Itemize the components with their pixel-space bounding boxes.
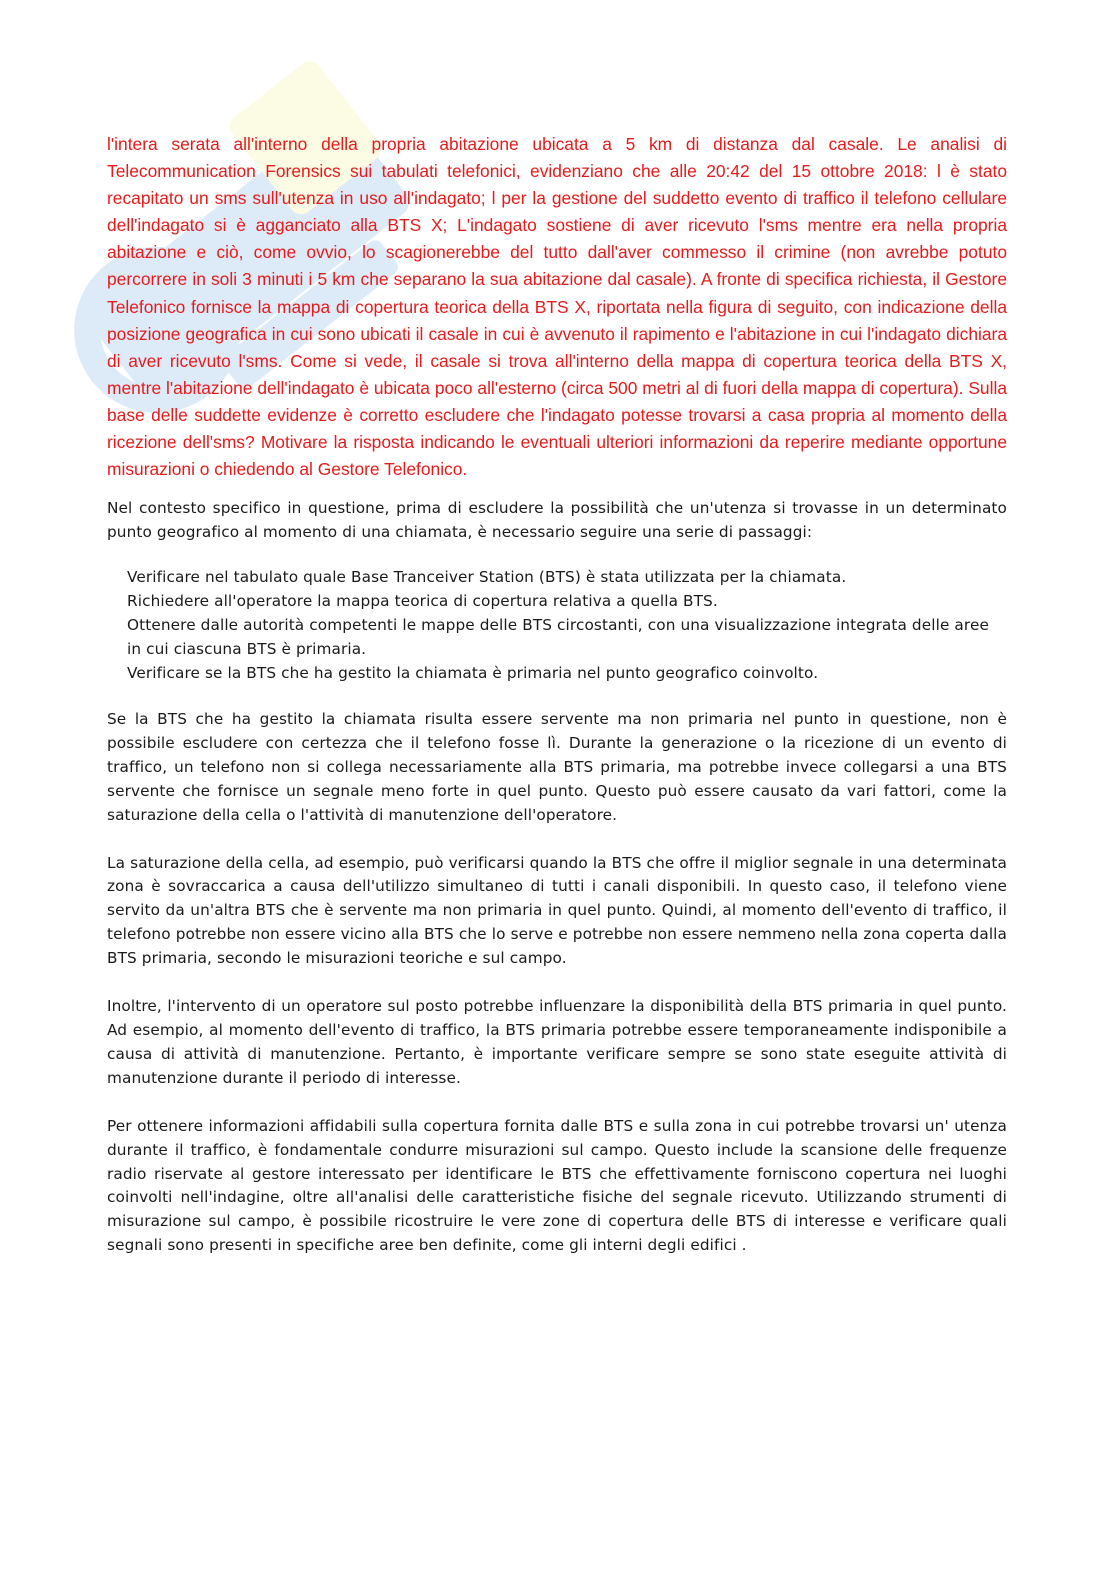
step-item: Verificare se la BTS che ha gestito la chiamata è primaria nel punto geografico coinvolto. (127, 664, 819, 683)
step-item: Ottenere dalle autorità competenti le mappe delle BTS circostanti, con una visualizzazione integrata delle aree in cui ciascuna BTS è primaria. (127, 616, 989, 659)
paragraph-manutenzione: Inoltre, l'intervento di un operatore sul posto potrebbe influenzare la disponibilità della BTS primaria in quel punto. Ad esempio, al momento dell'evento di traffico, la BTS primaria potrebbe essere temporaneamente indisponibile a causa di attività di manutenzione. Pertanto, è importante verificare sempre se sono state eseguite attività di manutenzione durante il periodo di interesse. (107, 997, 1007, 1087)
document-body (107, 131, 1007, 1258)
paragraph-misurazioni: Per ottenere informazioni affidabili sulla copertura fornita dalle BTS e sulla zona in cui potrebbe trovarsi un' utenza durante il traffico, è fondamentale condurre misurazioni sul campo. Questo include la scansione delle frequenze radio riservate al gestore interessato per identificare le BTS che effettivamente forniscono copertura nei luoghi coinvolti nell'indagine, oltre all'analisi delle caratteristiche fisiche del segnale ricevuto. Utilizzando strumenti di misurazione sul campo, è possibile ricostruire le vere zone di copertura delle BTS di interesse e verificare quali segnali sono presenti in specifiche aree ben definite, come gli interni degli edifici . (107, 1116, 1007, 1255)
step-item: Richiedere all'operatore la mappa teorica di copertura relativa a quella BTS. (127, 592, 718, 611)
steps-list (107, 565, 1007, 685)
answer-intro: Nel contesto specifico in questione, prima di escludere la possibilità che un'utenza si trovasse in un determinato punto geografico al momento di una chiamata, è necessario seguire una serie di passaggi: (107, 499, 1007, 542)
step-item: Verificare nel tabulato quale Base Tranceiver Station (BTS) è stata utilizzata per la chiamata. (127, 568, 847, 587)
question-text: l'intera serata all'interno della propria abitazione ubicata a 5 km di distanza dal casale. Le analisi di Telecommunication Forensics sui tabulati telefonici, evidenziano che alle 20:42 del 15 ottobre 2018: l è stato recapitato un sms sull'utenza in uso all'indagato; l per la gestione del suddetto evento di traffico il telefono cellulare dell'indagato si è agganciato alla BTS X; L'indagato sostiene di aver ricevuto l'sms mentre era nella propria abitazione e ciò, come ovvio, lo scagionerebbe del tutto dall'aver commesso il crimine (non avrebbe potuto percorrere in soli 3 minuti i 5 km che separano la sua abitazione dal casale). A fronte di specifica richiesta, il Gestore Telefonico fornisce la mappa di copertura teorica della BTS X, riportata nella figura di seguito, con indicazione della posizione geografica in cui sono ubicati il casale in cui è avvenuto il rapimento e l'abitazione in cui l'indagato dichiara di aver ricevuto l'sms. Come si vede, il casale si trova all'interno della mappa di copertura teorica della BTS X, mentre l'abitazione dell'indagato è ubicata poco all'esterno (circa 500 metri al di fuori della mappa di copertura). Sulla base delle suddette evidenze è corretto escludere che l'indagato potesse trovarsi a casa propria al momento della ricezione dell'sms? Motivare la risposta indicando le eventuali ulteriori informazioni da reperire mediante opportune misurazioni o chiedendo al Gestore Telefonico. (107, 134, 1007, 480)
paragraph-saturazione: La saturazione della cella, ad esempio, può verificarsi quando la BTS che offre il miglior segnale in una determinata zona è sovraccarica a causa dell'utilizzo simultaneo di tutti i canali disponibili. In questo caso, il telefono viene servito da un'altra BTS che è servente ma non primaria in quel punto. Quindi, al momento dell'evento di traffico, il telefono potrebbe non essere vicino alla BTS che lo serve e potrebbe non essere nemmeno nella zona coperta dalla BTS primaria, secondo le misurazioni teoriche e sul campo. (107, 853, 1007, 968)
paragraph-servente: Se la BTS che ha gestito la chiamata risulta essere servente ma non primaria nel punto in questione, non è possibile escludere con certezza che il telefono fosse lì. Durante la generazione o la ricezione di un evento di traffico, un telefono non si collega necessariamente alla BTS primaria, ma potrebbe invece collegarsi a una BTS servente che fornisce un segnale meno forte in quel punto. Questo può essere causato da vari fattori, come la saturazione della cella o l'attività di manutenzione dell'operatore. (107, 710, 1007, 824)
